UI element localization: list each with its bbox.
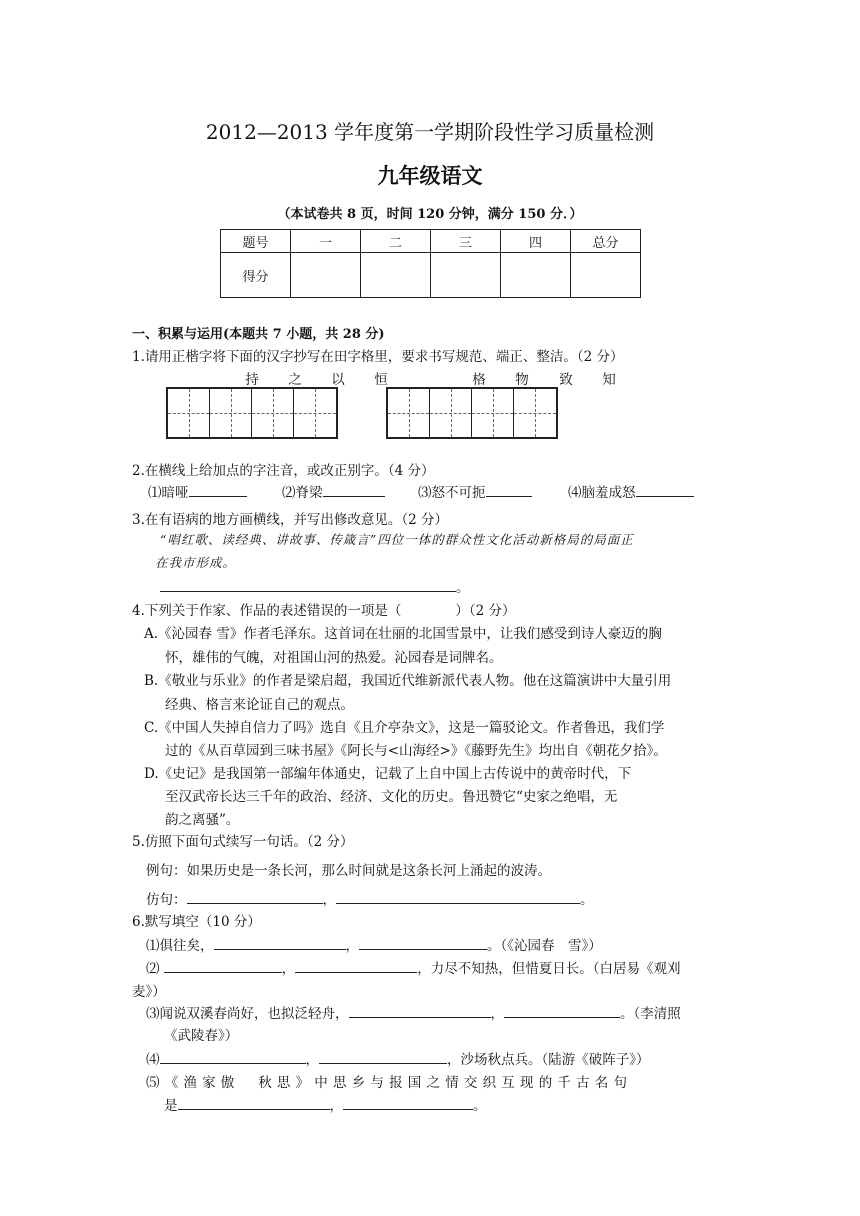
- comma: ，: [490, 1006, 504, 1022]
- answer-blank[interactable]: [359, 935, 487, 950]
- score-header-cell: 四: [501, 230, 571, 253]
- q1-char: 格: [472, 372, 486, 388]
- score-header-cell: 总分: [571, 230, 641, 253]
- answer-blank[interactable]: [295, 958, 417, 973]
- q3-sentence: “唱红歌、读经典、讲故事、传箴言”四位一体的群众性文化活动新格局的局面正: [160, 532, 634, 547]
- q6-l3-pre: ⑶闻说双溪春尚好，也拟泛轻舟，: [146, 1006, 349, 1022]
- q6-l5-cont: 是: [164, 1098, 178, 1114]
- q1-char: 恒: [374, 372, 388, 388]
- grid-cell[interactable]: [210, 389, 252, 437]
- q6-line1: [146, 934, 602, 954]
- comma: ，: [329, 1098, 343, 1114]
- q3-answer: [160, 576, 470, 596]
- q6-line2-cont: 麦》）: [132, 984, 166, 1000]
- q2-item: [282, 481, 385, 501]
- answer-blank[interactable]: [336, 889, 580, 904]
- q6-l1-post: 。（《沁园春 雪》）: [487, 938, 602, 954]
- answer-blank[interactable]: [636, 482, 694, 497]
- q2-item: [568, 481, 694, 501]
- q1-char: 知: [602, 372, 616, 388]
- comma: ，: [281, 961, 296, 977]
- grid-cell[interactable]: [430, 389, 472, 437]
- q1-char: 物: [515, 372, 529, 388]
- score-header-cell: 二: [361, 230, 431, 253]
- answer-blank[interactable]: [486, 482, 532, 497]
- writing-grid-left: [166, 387, 338, 439]
- answer-blank[interactable]: [343, 1095, 473, 1110]
- exam-title: 2012—2013 学年度第一学期阶段性学习质量检测: [205, 120, 655, 144]
- q6-l1-pre: ⑴俱往矣，: [146, 938, 214, 954]
- q1-char: 以: [331, 372, 345, 388]
- q3-sentence-cont: 在我市形成。: [155, 555, 237, 570]
- score-row-label: 得分: [221, 253, 291, 298]
- exam-note: （本试卷共 8 页，时间 120 分钟，满分 150 分．）: [277, 207, 583, 222]
- comma: ，: [322, 892, 336, 908]
- answer-blank[interactable]: [214, 935, 346, 950]
- q3-text: 3.在有语病的地方画横线，并写出修改意见。（2 分）: [132, 512, 449, 528]
- q6-line4: [146, 1048, 650, 1068]
- grid-cell[interactable]: [168, 389, 210, 437]
- grid-cell[interactable]: [472, 389, 514, 437]
- grid-cell[interactable]: [388, 389, 430, 437]
- answer-blank[interactable]: [160, 577, 456, 592]
- q4-text: 4.下列关于作家、作品的表述错误的一项是（ ）（2 分）: [132, 603, 516, 619]
- q5-imitate: [146, 888, 594, 908]
- q6-line3-cont: 《武陵春》）: [164, 1028, 239, 1044]
- answer-blank[interactable]: [178, 1095, 330, 1110]
- q6-line3: [146, 1002, 681, 1022]
- q4-option-b-cont: 经典、格言来论证自己的观点。: [165, 697, 354, 713]
- score-cell[interactable]: [571, 253, 641, 298]
- q4-option-b: B.《敬业与乐业》的作者是梁启超，我国近代维新派代表人物。他在这篇演讲中大量引用: [144, 673, 672, 689]
- score-header-cell: 一: [291, 230, 361, 253]
- q6-l2-post: ，力尽不知热，但惜夏日长。（白居易《观刈: [417, 961, 681, 977]
- q2-text: 2.在横线上给加点的字注音，或改正别字。（4 分）: [132, 463, 435, 479]
- writing-grid-right: [386, 387, 558, 439]
- answer-blank[interactable]: [164, 958, 282, 973]
- q2-item-label: ⑷脑羞成怒: [568, 485, 636, 501]
- period: 。: [580, 892, 594, 908]
- grid-cell[interactable]: [294, 389, 336, 437]
- q6-line2: [146, 957, 681, 977]
- period: 。: [456, 580, 470, 596]
- score-header-cell: 题号: [221, 230, 291, 253]
- score-header-cell: 三: [431, 230, 501, 253]
- q2-item: [418, 481, 532, 501]
- score-table-header-row: [221, 230, 641, 253]
- q6-text: 6.默写填空（10 分）: [132, 914, 261, 930]
- q2-item-label: ⑵脊梁: [282, 485, 323, 501]
- comma: ，: [305, 1052, 319, 1068]
- answer-blank[interactable]: [319, 1049, 447, 1064]
- answer-blank[interactable]: [349, 1003, 491, 1018]
- answer-blank[interactable]: [160, 1049, 306, 1064]
- imitate-label: 仿句：: [146, 892, 187, 908]
- q4-option-c: C.《中国人失掉自信力了吗》选自《且介亭杂文》，这是一篇驳论文。作者鲁迅，我们学: [144, 720, 665, 736]
- q2-item: [148, 481, 247, 501]
- score-cell[interactable]: [361, 253, 431, 298]
- score-cell[interactable]: [431, 253, 501, 298]
- q4-option-d-cont2: 韵之离骚”。: [165, 812, 240, 828]
- q6-l3-post: 。（李清照: [620, 1006, 681, 1022]
- score-table: [220, 229, 641, 298]
- grid-cell[interactable]: [514, 389, 556, 437]
- grid-cell[interactable]: [252, 389, 294, 437]
- q5-text: 5.仿照下面句式续写一句话。（2 分）: [132, 834, 354, 850]
- q1-char: 致: [559, 372, 573, 388]
- score-table-row: [221, 253, 641, 298]
- q4-option-d-cont: 至汉武帝长达三千年的政治、经济、文化的历史。鲁迅赞它“史家之绝唱，无: [165, 789, 618, 805]
- q4-option-a: A.《沁园春 雪》作者毛泽东。这首词在壮丽的北国雪景中，让我们感受到诗人豪迈的胸: [144, 626, 662, 642]
- section-heading: 一、积累与运用(本题共 7 小题，共 28 分): [132, 327, 385, 342]
- q4-option-d: D.《史记》是我国第一部编年体通史，记载了上自中国上古传说中的黄帝时代，下: [144, 766, 632, 782]
- q2-item-label: ⑴暗哑: [148, 485, 189, 501]
- answer-blank[interactable]: [504, 1003, 620, 1018]
- q5-example: 例句：如果历史是一条长河，那么时间就是这条长河上涌起的波涛。: [146, 863, 551, 879]
- q4-option-c-cont: 过的《从百草园到三味书屋》《阿长与<山海经>》《藤野先生》均出自《朝花夕拾》。: [165, 743, 667, 759]
- answer-blank[interactable]: [189, 482, 247, 497]
- q4-option-a-cont: 怀，雄伟的气魄，对祖国山河的热爱。沁园春是词牌名。: [165, 650, 503, 666]
- q6-l4-pre: ⑷: [146, 1052, 160, 1068]
- q1-char: 之: [288, 372, 302, 388]
- score-cell[interactable]: [501, 253, 571, 298]
- q6-line5-cont: [164, 1094, 487, 1114]
- answer-blank[interactable]: [323, 482, 385, 497]
- q1-char: 持: [245, 372, 259, 388]
- score-cell[interactable]: [291, 253, 361, 298]
- exam-subtitle: 九年级语文: [377, 163, 483, 188]
- comma: ，: [345, 938, 359, 954]
- period: 。: [473, 1098, 487, 1114]
- answer-blank[interactable]: [187, 889, 323, 904]
- q1-text: 1.请用正楷字将下面的汉字抄写在田字格里，要求书写规范、端正、整洁。（2 分）: [132, 349, 624, 365]
- q6-l4-post: ，沙场秋点兵。（陆游《破阵子》）: [447, 1052, 650, 1068]
- q2-item-label: ⑶怒不可扼: [418, 485, 486, 501]
- q6-line5: ⑸《渔家傲 秋思》中思乡与报国之情交织互现的千古名句: [146, 1075, 633, 1091]
- q6-l2-pre: ⑵: [146, 961, 160, 977]
